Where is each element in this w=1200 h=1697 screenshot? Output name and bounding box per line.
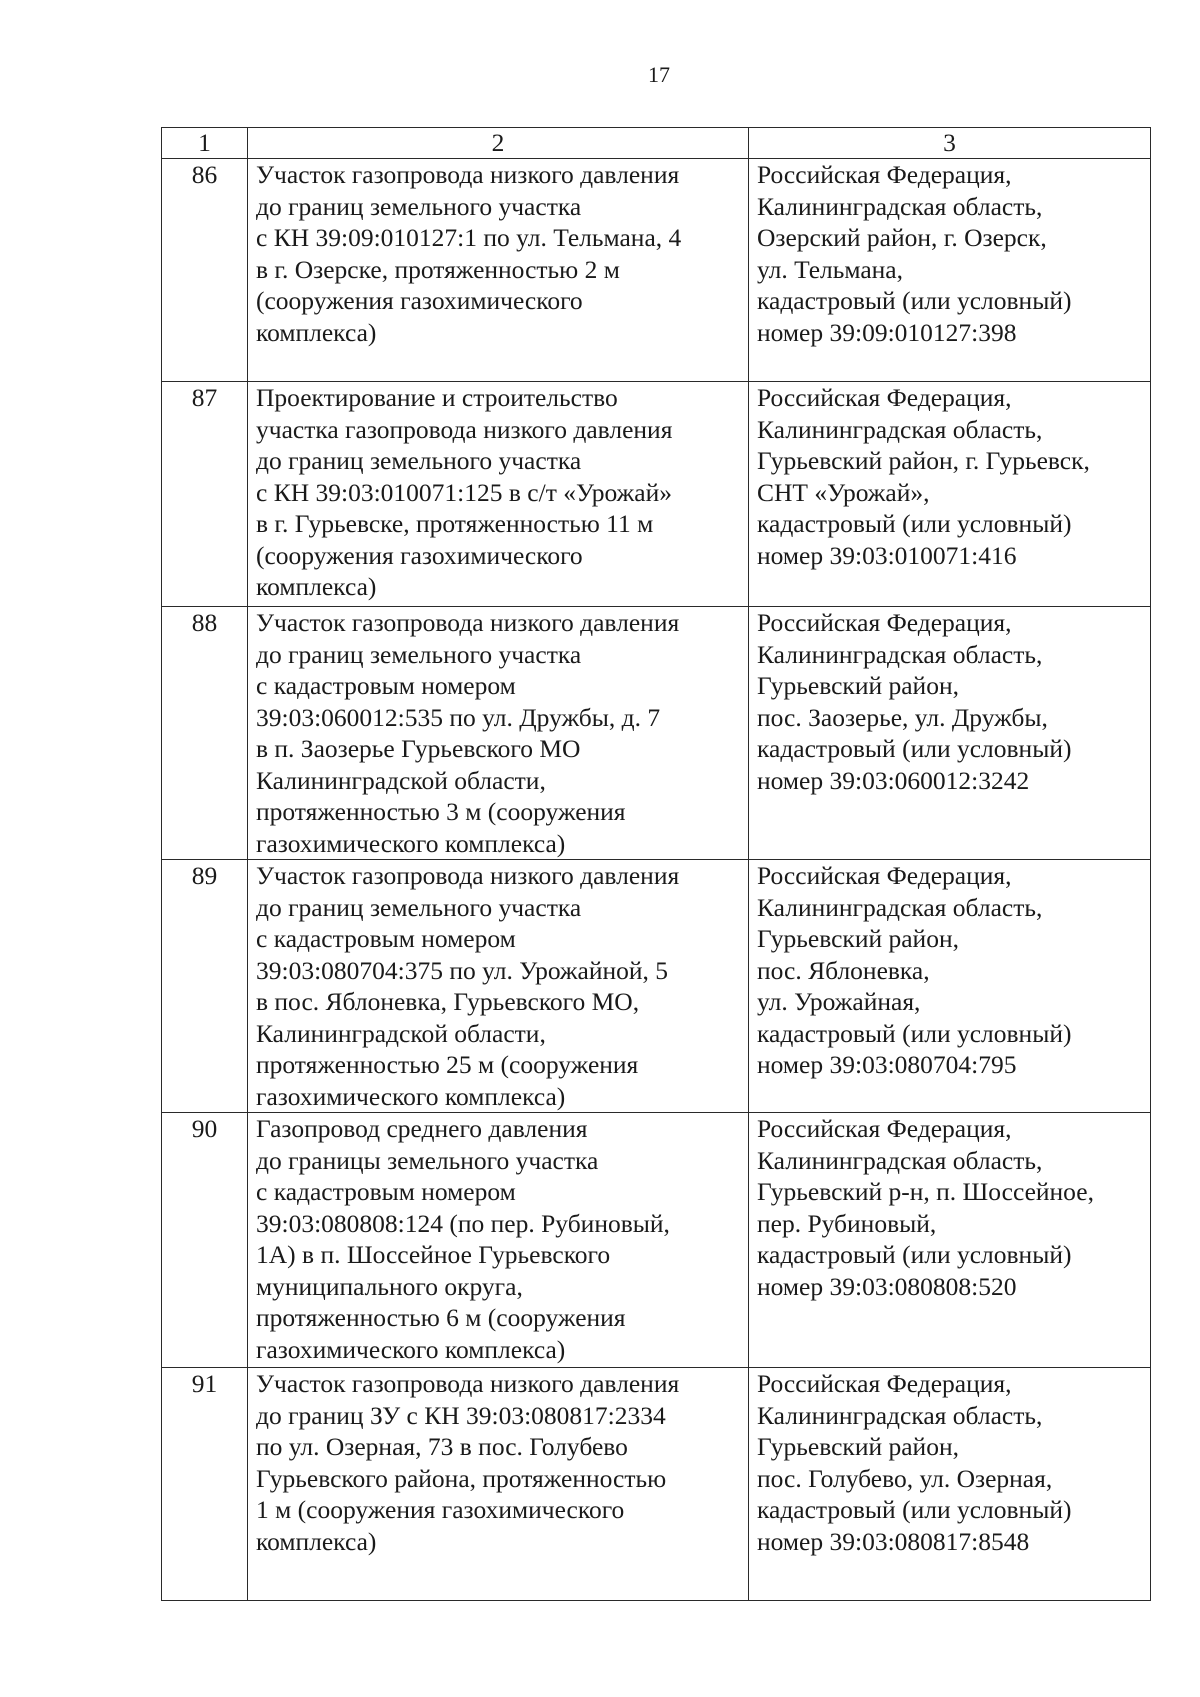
address-line: номер 39:09:010127:398	[757, 317, 1017, 347]
row-number: 89	[162, 860, 248, 1113]
address-line: Калининградская область,	[757, 639, 1043, 669]
row-number: 86	[162, 159, 248, 382]
description-line: до границ земельного участка	[256, 191, 582, 221]
address-line: пос. Заозерье, ул. Дружбы,	[757, 702, 1048, 732]
table-row	[162, 607, 1151, 860]
objects-table	[161, 127, 1151, 1601]
header-col-2: 2	[248, 128, 749, 159]
description-line: в п. Заозерье Гурьевского МО	[256, 734, 581, 763]
object-address	[749, 607, 1151, 860]
address-line: СНТ «Урожай»,	[757, 477, 930, 507]
address-line: Гурьевский р-н, п. Шоссейное,	[757, 1177, 1094, 1206]
description-line: Калининградской области,	[256, 765, 546, 795]
table-row	[162, 1113, 1151, 1368]
address-line: Калининградская область,	[757, 1400, 1043, 1430]
object-description	[248, 607, 749, 860]
address-line: кадастровый (или условный)	[757, 509, 1072, 538]
description-line: участка газопровода низкого давления	[256, 414, 673, 444]
description-line: по ул. Озерная, 73 в пос. Голубево	[256, 1432, 628, 1461]
header-col-1: 1	[162, 128, 248, 159]
address-line: Калининградская область,	[757, 414, 1043, 444]
object-description	[248, 382, 749, 607]
address-line: Российская Федерация,	[757, 608, 1012, 637]
description-line: комплекса)	[256, 572, 377, 601]
object-address	[749, 860, 1151, 1113]
address-line: номер 39:03:010071:416	[757, 540, 1017, 570]
description-line: (сооружения газохимического	[256, 286, 583, 315]
address-line: Гурьевский район, г. Гурьевск,	[757, 446, 1090, 475]
description-line: с кадастровым номером	[256, 924, 516, 953]
description-line: Участок газопровода низкого давления	[256, 1369, 680, 1398]
description-line: муниципального округа,	[256, 1271, 523, 1301]
table-row	[162, 1368, 1151, 1601]
object-description	[248, 1113, 749, 1368]
description-line: протяженностью 6 м (сооружения	[256, 1303, 626, 1332]
description-line: Проектирование и строительство	[256, 383, 618, 412]
address-line: пос. Яблоневка,	[757, 955, 930, 985]
object-description	[248, 159, 749, 382]
description-line: с КН 39:03:010071:125 в с/т «Урожай»	[256, 477, 672, 507]
address-line: Российская Федерация,	[757, 1369, 1012, 1398]
object-address	[749, 159, 1151, 382]
description-line: 1А) в п. Шоссейное Гурьевского	[256, 1240, 611, 1269]
address-line: пос. Голубево, ул. Озерная,	[757, 1463, 1053, 1493]
address-line: ул. Урожайная,	[757, 987, 921, 1016]
description-line: 39:03:060012:535 по ул. Дружбы, д. 7	[256, 702, 661, 732]
description-line: Газопровод среднего давления	[256, 1114, 588, 1143]
object-address	[749, 382, 1151, 607]
row-number: 87	[162, 382, 248, 607]
description-line: Участок газопровода низкого давления	[256, 608, 680, 637]
table-row	[162, 860, 1151, 1113]
address-line: Озерский район, г. Озерск,	[757, 223, 1047, 252]
address-line: ул. Тельмана,	[757, 254, 904, 284]
address-line: кадастровый (или условный)	[757, 286, 1072, 315]
address-line: Гурьевский район,	[757, 1432, 959, 1461]
address-line: Российская Федерация,	[757, 160, 1012, 189]
address-line: кадастровый (или условный)	[757, 1018, 1072, 1048]
description-line: (сооружения газохимического	[256, 540, 583, 570]
address-line: кадастровый (или условный)	[757, 1495, 1072, 1524]
description-line: протяженностью 25 м (сооружения	[256, 1050, 639, 1079]
description-line: газохимического комплекса)	[256, 1334, 566, 1364]
address-line: номер 39:03:060012:3242	[757, 765, 1030, 795]
description-line: комплекса)	[256, 317, 377, 347]
table-header-row	[162, 128, 1151, 159]
description-line: до границ земельного участка	[256, 892, 582, 922]
description-line: газохимического комплекса)	[256, 1081, 566, 1111]
address-line: номер 39:03:080817:8548	[757, 1526, 1030, 1556]
address-line: Калининградская область,	[757, 892, 1043, 922]
description-line: в г. Гурьевске, протяженностью 11 м	[256, 509, 654, 538]
address-line: кадастровый (или условный)	[757, 1240, 1072, 1269]
address-line: пер. Рубиновый,	[757, 1208, 937, 1238]
object-description	[248, 860, 749, 1113]
description-line: Участок газопровода низкого давления	[256, 160, 680, 189]
table-row	[162, 382, 1151, 607]
description-line: с кадастровым номером	[256, 671, 516, 700]
object-address	[749, 1368, 1151, 1601]
description-line: с кадастровым номером	[256, 1177, 516, 1206]
address-line: Гурьевский район,	[757, 671, 959, 700]
description-line: Участок газопровода низкого давления	[256, 861, 680, 890]
object-description	[248, 1368, 749, 1601]
address-line: номер 39:03:080808:520	[757, 1271, 1017, 1301]
table-row	[162, 159, 1151, 382]
row-number: 90	[162, 1113, 248, 1368]
address-line: номер 39:03:080704:795	[757, 1050, 1017, 1079]
address-line: Российская Федерация,	[757, 1114, 1012, 1143]
description-line: до границ земельного участка	[256, 639, 582, 669]
description-line: 39:03:080808:124 (по пер. Рубиновый,	[256, 1208, 670, 1238]
description-line: до границ ЗУ с КН 39:03:080817:2334	[256, 1400, 666, 1430]
description-line: до границы земельного участка	[256, 1145, 599, 1175]
description-line: в пос. Яблоневка, Гурьевского МО,	[256, 987, 640, 1016]
description-line: Калининградской области,	[256, 1018, 546, 1048]
address-line: Российская Федерация,	[757, 383, 1012, 412]
description-line: до границ земельного участка	[256, 446, 582, 475]
description-line: 1 м (сооружения газохимического	[256, 1495, 625, 1524]
address-line: Гурьевский район,	[757, 924, 959, 953]
address-line: Калининградская область,	[757, 1145, 1043, 1175]
description-line: Гурьевского района, протяженностью	[256, 1463, 667, 1493]
description-line: протяженностью 3 м (сооружения	[256, 797, 626, 826]
description-line: газохимического комплекса)	[256, 828, 566, 858]
address-line: Калининградская область,	[757, 191, 1043, 221]
header-col-3: 3	[749, 128, 1151, 159]
description-line: комплекса)	[256, 1526, 377, 1556]
address-line: кадастровый (или условный)	[757, 734, 1072, 763]
row-number: 88	[162, 607, 248, 860]
object-address	[749, 1113, 1151, 1368]
address-line: Российская Федерация,	[757, 861, 1012, 890]
description-line: 39:03:080704:375 по ул. Урожайной, 5	[256, 955, 669, 985]
row-number: 91	[162, 1368, 248, 1601]
description-line: с КН 39:09:010127:1 по ул. Тельмана, 4	[256, 223, 682, 252]
page-number: 17	[648, 62, 670, 87]
description-line: в г. Озерске, протяженностью 2 м	[256, 254, 620, 284]
